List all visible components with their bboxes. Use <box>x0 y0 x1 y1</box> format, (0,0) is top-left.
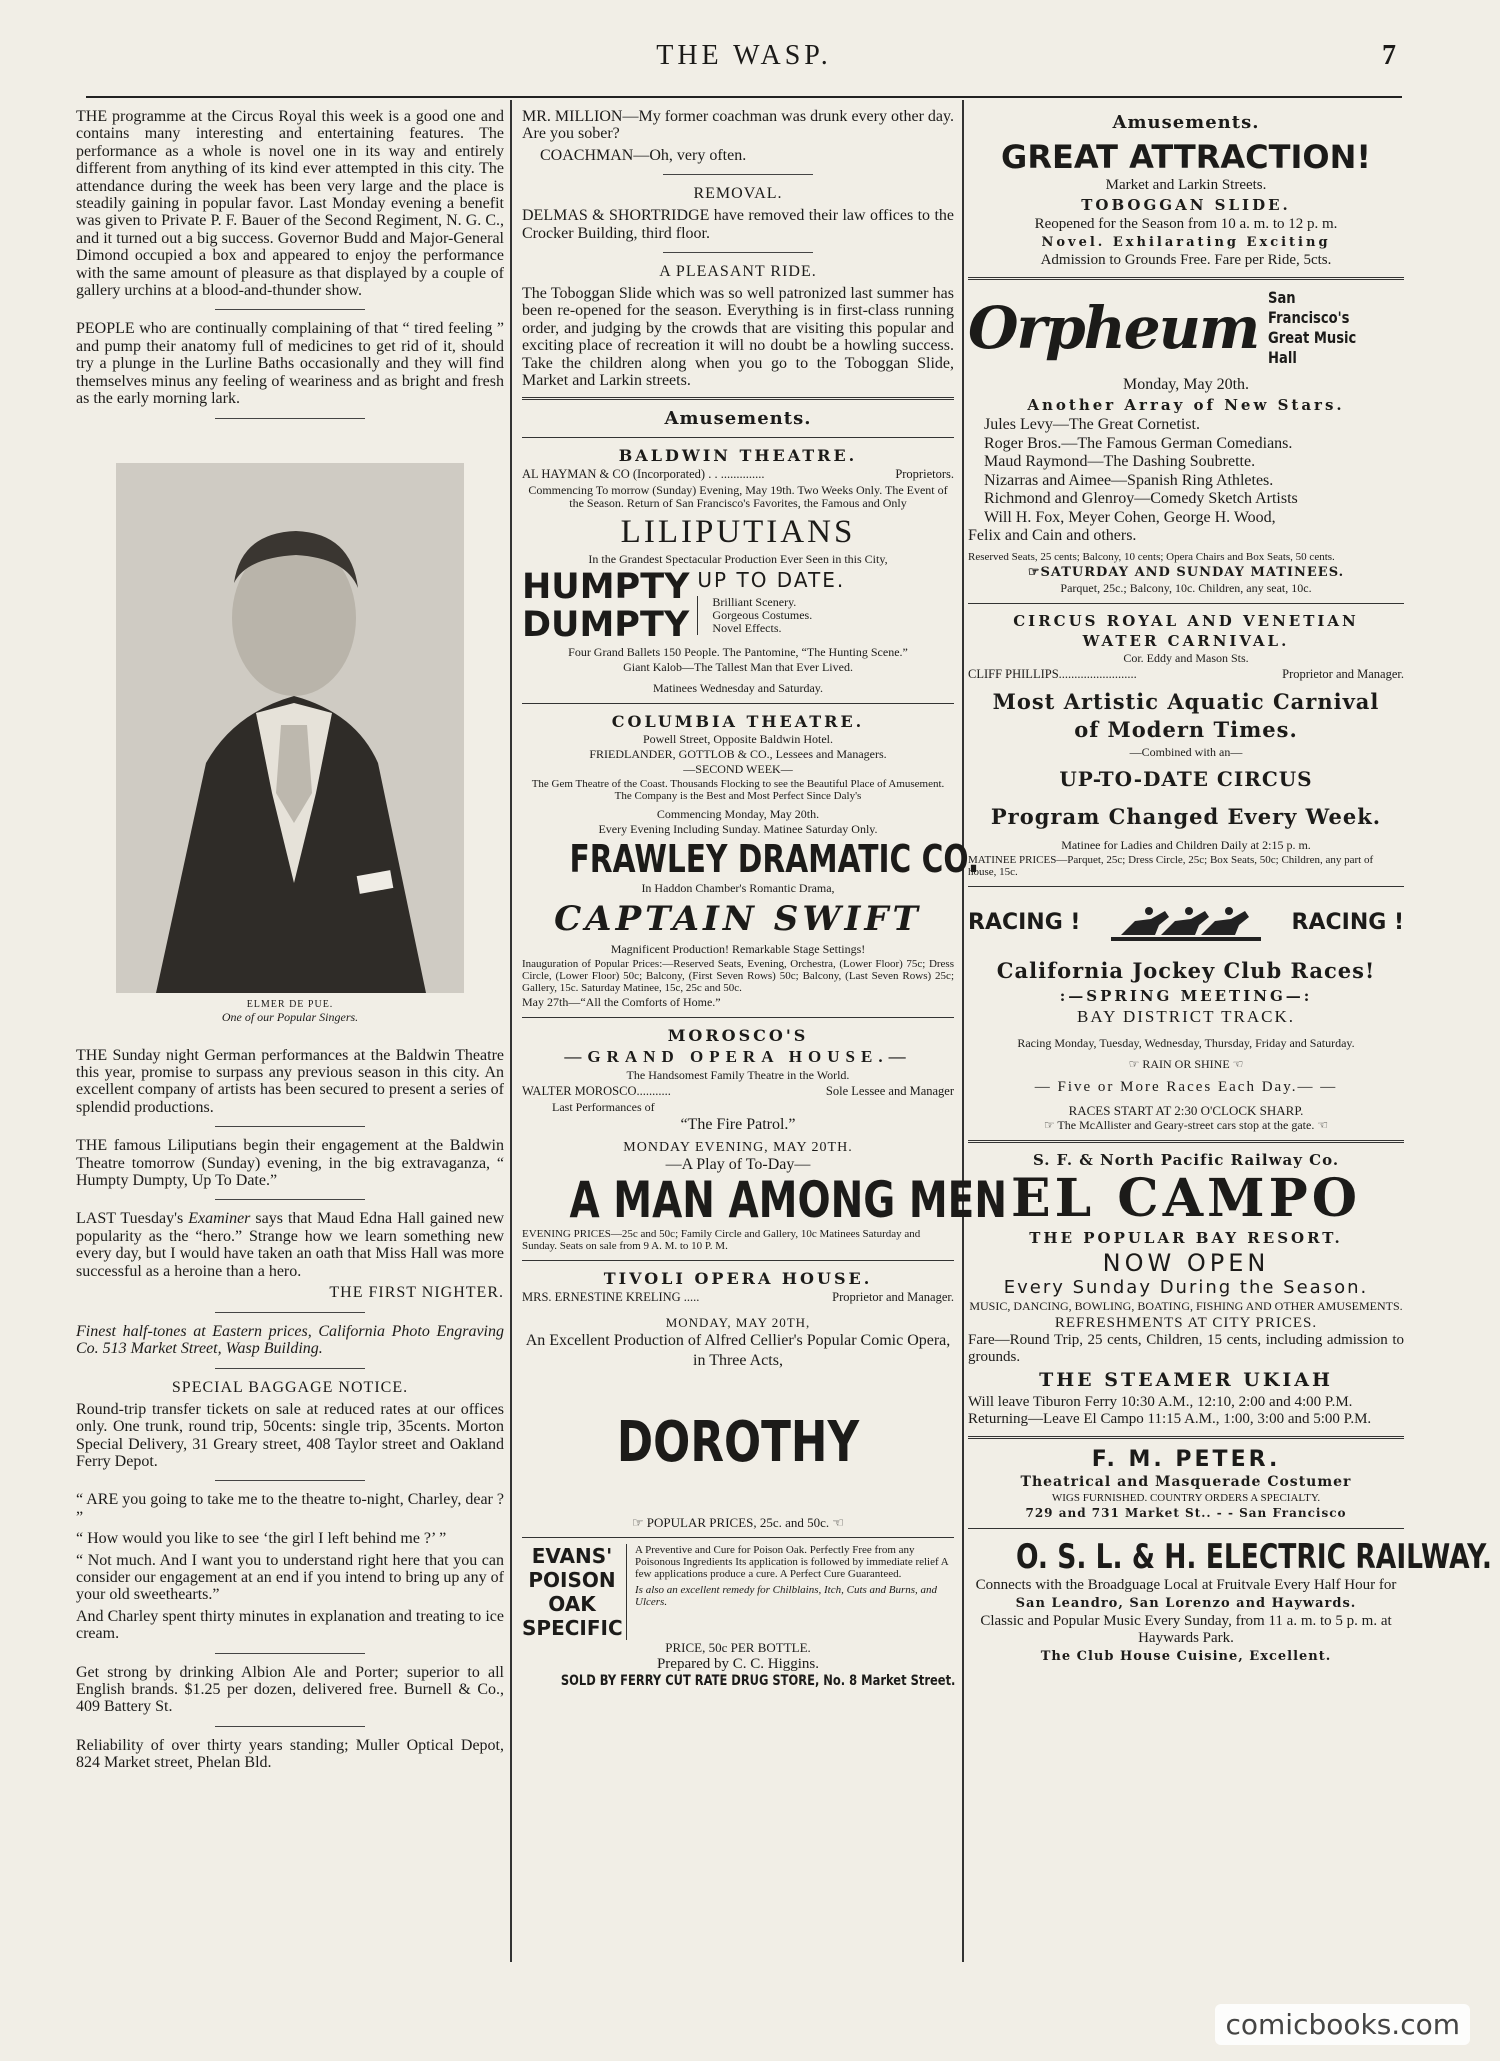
specific-word: SPECIFIC <box>522 1616 623 1641</box>
divider <box>663 252 813 253</box>
examiner-text-b: says that Maud Edna Hall gained new popularity as the “hero.” Strange how we learn something new every day, but I would have taken an oath that Miss Hall was more successful as a heroine than a hero. <box>76 1210 505 1280</box>
club-house: The Club House Cuisine, Excellent. <box>1040 1649 1332 1664</box>
removal-heading: REMOVAL. <box>693 185 783 203</box>
orpheum-seats: Reserved Seats, 25 cents; Balcony, 10 cents; Opera Chairs and Box Seats, 50 cents. <box>968 551 1335 563</box>
second-week: —SECOND WEEK— <box>683 762 793 777</box>
eddy-mason: Cor. Eddy and Mason Sts. <box>1123 651 1249 665</box>
portrait-caption: One of our Popular Singers. <box>221 1009 359 1024</box>
four-ballets: Four Grand Ballets 150 People. The Pantomine, “The Hunting Scene.” <box>568 645 908 660</box>
captain-swift-title: CAPTAIN SWIFT <box>554 899 922 940</box>
returning-el-campo: Returning—Leave El Campo 11:15 A.M., 1:00, 3:00 and 5:00 P.M. <box>968 1411 1372 1427</box>
man-among-men-title: A MAN AMONG MEN <box>569 1171 1007 1230</box>
divider <box>215 1126 365 1127</box>
orpheum-parquet: Parquet, 25c.; Balcony, 10c. Children, any seat, 10c. <box>1060 581 1312 595</box>
steamer-ukiah: THE STEAMER UKIAH <box>1039 1369 1333 1391</box>
gem-theatre: The Gem Theatre of the Coast. Thousands Flocking to see the Beautiful Place of Amusement. The Company is the Best and Most Perfect Since Daly's <box>531 778 945 803</box>
effects-line: Novel Effects. <box>712 621 782 636</box>
scenery-line: Brilliant Scenery. <box>712 595 797 610</box>
baldwin-proprietors <box>522 467 954 482</box>
haddon-drama: In Haddon Chamber's Romantic Drama, <box>641 881 835 896</box>
prepared-by: Prepared by C. C. Higgins. <box>656 1656 820 1673</box>
popular-bay-resort: THE POPULAR BAY RESORT. <box>1029 1229 1343 1247</box>
monday-may: MONDAY, MAY 20TH, <box>665 1315 811 1331</box>
portrait-illustration <box>116 463 464 993</box>
popular-prices-list: Inauguration of Popular Prices:—Reserved Seats, Evening, Orchestra, (Lower Floor) 75c; Dress Circle, (Lower Floor) 50c; Balcony, (First Seven Rows) 50c; Balcony, (Last Seven Rows) 25c; Gallery, 15c. Saturday Matinee, 15c, 25c and 50c. <box>522 958 954 995</box>
every-evening: Every Evening Including Sunday. Matinee Saturday Only. <box>598 822 878 837</box>
baldwin-prop-role: Proprietors. <box>895 467 954 482</box>
humpty-word: HUMPTY <box>522 567 690 608</box>
another-array: Another Array of New Stars. <box>1027 396 1345 414</box>
left-column <box>76 108 504 1958</box>
divider <box>968 603 1404 604</box>
lurline-baths-paragraph: PEOPLE who are continually complaining of that “ tired feeling ” and pump their anatomy full of medicines to get rid of it, should try a plunge in the Lurline Baths occasionally and they will find themselves minus any feeling of weariness and as bright and fresh as the early morning lark. <box>76 320 504 408</box>
frawley-dramatic-title: FRAWLEY DRAMATIC CO. <box>569 837 980 882</box>
morosco-title: MOROSCO'S <box>667 1026 809 1046</box>
humpty-dumpty-title <box>522 568 689 644</box>
handsomest-theatre: The Handsomest Family Theatre in the World. <box>626 1068 850 1083</box>
cellier-opera: An Excellent Production of Alfred Cellier's Popular Comic Opera, in Three Acts, <box>525 1332 951 1370</box>
fire-patrol: “The Fire Patrol.” <box>680 1116 796 1134</box>
orpheum-stars <box>968 416 1404 527</box>
column-rule-2 <box>962 100 964 1962</box>
matinee-ladies: Matinee for Ladies and Children Daily at 2:15 p. m. <box>1061 838 1311 852</box>
up-to-date-label: UP TO DATE. <box>697 568 846 593</box>
running-head: THE WASP. <box>656 40 832 71</box>
fm-peter-title: F. M. PETER. <box>1091 1447 1281 1472</box>
baggage-heading: SPECIAL BAGGAGE NOTICE. <box>171 1378 409 1396</box>
refreshments: REFRESHMENTS AT CITY PRICES. <box>1054 1315 1318 1331</box>
kreling-name: MRS. ERNESTINE KRELING ..... <box>522 1290 700 1305</box>
popular-prices: ☞ POPULAR PRICES, 25c. and 50c. ☜ <box>631 1515 845 1531</box>
mcallister-cars: ☞ The McAllister and Geary-street cars stop at the gate. ☜ <box>1043 1118 1329 1132</box>
walter-role: Sole Lessee and Manager <box>825 1084 954 1099</box>
orpheum-header <box>968 288 1404 368</box>
music-amusements: MUSIC, DANCING, BOWLING, BOATING, FISHING AND OTHER AMUSEMENTS. <box>969 1299 1403 1313</box>
divider <box>215 1480 365 1481</box>
cliff-name: CLIFF PHILLIPS......................... <box>968 667 1137 681</box>
divider <box>522 1017 954 1018</box>
classic-music: Classic and Popular Music Every Sunday, from 11 a. m. to 5 p. m. at Haywards Park. <box>980 1613 1392 1646</box>
matinee-prices: MATINEE PRICES—Parquet, 25c; Dress Circle, 25c; Box Seats, 50c; Children, any part of house, 15c. <box>968 854 1374 878</box>
divider <box>663 174 813 175</box>
liliputians-paragraph: THE famous Liliputians begin their engagement at the Baldwin Theatre tomorrow (Sunday) evening, in the big extravaganza, “ Humpty Dumpty, Up To Date.” <box>76 1137 504 1189</box>
mr-million-joke: MR. MILLION—My former coachman was drunk every other day. Are you sober? <box>522 108 954 143</box>
great-attraction-title: GREAT ATTRACTION! <box>1001 138 1371 176</box>
wigs-furnished: WIGS FURNISHED. COUNTRY ORDERS A SPECIALTY. <box>1051 1492 1321 1504</box>
commencing-monday: Commencing Monday, May 20th. <box>656 807 820 822</box>
page-number: 7 <box>1382 40 1396 71</box>
albion-ale-ad: Get strong by drinking Albion Ale and Porter; superior to all English brands. $1.25 per dozen, delivered free. Burnell & Co., 409 Battery St. <box>76 1663 504 1716</box>
water-carnival-title: WATER CARNIVAL. <box>1082 632 1290 650</box>
circus-royal-paragraph: THE programme at the Circus Royal this week is a good one and contains many interesting and entertaining features. The performance as a whole is novel one in its way and entirely different from anything of its kind ever attempted in this city. The attendance during the week has been very large and the place is steadily gaining in popular favor. Last Monday evening a benefit was given to Private P. F. Bauer of the Second Regiment, N. G. C., and it turned out a big success. Governor Budd and Major-General Dimond occupied a box and appeared to enjoy the performance with the same amount of pleasure as that displayed by a couple of gallery urchins at a blood-and-thunder show. <box>76 108 504 300</box>
coachman-reply: COACHMAN—Oh, very often. <box>540 146 747 164</box>
columbia-lessees: FRIEDLANDER, GOTTLOB & CO., Lessees and Managers. <box>589 747 887 762</box>
kreling-line <box>522 1290 954 1305</box>
first-nighter-signature: THE FIRST NIGHTER. <box>329 1283 504 1301</box>
star-item: Will H. Fox, Meyer Cohen, George H. Wood, <box>984 508 1276 526</box>
star-item: Maud Raymond—The Dashing Soubrette. <box>984 453 1256 470</box>
divider <box>968 1528 1404 1529</box>
divider <box>215 1199 365 1200</box>
circus-royal-title: CIRCUS ROYAL AND VENETIAN <box>1013 612 1359 630</box>
up-to-date-circus: UP-TO-DATE CIRCUS <box>1059 767 1313 791</box>
evans-price: PRICE, 50c PER BOTTLE. <box>665 1640 811 1656</box>
tivoli-title: TIVOLI OPERA HOUSE. <box>603 1269 873 1289</box>
divider <box>522 1260 954 1261</box>
watermark-logo: comicbooks.com <box>1215 2004 1470 2045</box>
pleasant-ride-heading: A PLEASANT RIDE. <box>659 263 817 281</box>
columbia-theatre-title: COLUMBIA THEATRE. <box>611 712 865 732</box>
may-27-show: May 27th—“All the Comforts of Home.” <box>522 995 721 1010</box>
amusements-heading: Amusements. <box>664 408 812 430</box>
joke-line-2: “ How would you like to see ‘the girl I left behind me ?’ ” <box>76 1530 447 1548</box>
el-campo-title: EL CAMPO <box>1011 1168 1361 1229</box>
orpheum-date: Monday, May 20th. <box>1122 376 1250 393</box>
costumes-line: Gorgeous Costumes. <box>712 608 813 623</box>
divider <box>215 309 365 310</box>
evans-description <box>627 1544 954 1640</box>
races-start: RACES START AT 2:30 O'CLOCK SHARP. <box>1068 1103 1304 1118</box>
baldwin-matinees: Matinees Wednesday and Saturday. <box>653 681 823 696</box>
evans-word: EVANS' <box>531 1544 613 1569</box>
racing-header <box>968 897 1404 947</box>
column-rule-1 <box>510 100 512 1962</box>
saturday-matinees: ☞SATURDAY AND SUNDAY MATINEES. <box>1027 565 1345 580</box>
divider <box>215 1312 365 1313</box>
bay-district-track: BAY DISTRICT TRACK. <box>1077 1007 1295 1026</box>
divider <box>215 418 365 419</box>
liliputians-title: LILIPUTIANS <box>620 514 856 551</box>
sold-by: SOLD BY FERRY CUT RATE DRUG STORE, No. 8 Market Street. <box>560 1673 956 1690</box>
divider <box>215 1653 365 1654</box>
now-open: NOW OPEN <box>1102 1249 1270 1277</box>
scenery-list <box>697 596 845 635</box>
portrait-photo <box>116 463 464 993</box>
racing-word-right: RACING ! <box>1291 909 1404 935</box>
monday-evening: MONDAY EVENING, MAY 20TH. <box>623 1140 853 1156</box>
portrait-caption-name: ELMER DE PUE. <box>246 998 334 1010</box>
joke-line-3: “ Not much. And I want you to understand right here that you can consider our engagement at an end if you intend to bring up any of your old sweethearts.” <box>76 1551 504 1604</box>
rain-or-shine: ☞ RAIN OR SHINE ☜ <box>1128 1057 1244 1071</box>
racing-word-left: RACING ! <box>968 909 1081 935</box>
baldwin-theatre-title: BALDWIN THEATRE. <box>618 446 858 466</box>
kreling-role: Proprietor and Manager. <box>832 1290 954 1305</box>
orpheum-logo: Orpheum <box>968 294 1259 362</box>
evans-title <box>522 1544 627 1640</box>
combined-with: —Combined with an— <box>1129 745 1243 759</box>
magnificent-production: Magnificent Production! Remarkable Stage Settings! <box>610 942 866 957</box>
humpty-side <box>697 568 845 635</box>
market-larkin: Market and Larkin Streets. <box>1105 177 1267 193</box>
orpheum-tagline-1: San Francisco's <box>1268 288 1350 327</box>
evans-desc-text: A Preventive and Cure for Poison Oak. Perfectly Free from any Poisonous Ingredients Its application is followed by immediate relief A few applications produce a cure. A Perfect Cure Guaranteed. <box>635 1544 949 1581</box>
leave-tiburon: Will leave Tiburon Ferry 10:30 A.M., 12:10, 2:00 and 4:00 P.M. <box>968 1394 1353 1410</box>
baldwin-prop-name: AL HAYMAN & CO (Incorporated) . . .............. <box>522 467 765 482</box>
german-performances-paragraph: THE Sunday night German performances at the Baldwin Theatre this year, promise to surpass any previous season in this city. An excellent company of artists has been secured to present a series of splendid productions. <box>76 1046 504 1116</box>
felix-cain: Felix and Cain and others. <box>968 527 1137 544</box>
star-item: Roger Bros.—The Famous German Comedians. <box>984 434 1293 452</box>
sf-north-pacific: S. F. & North Pacific Railway Co. <box>1032 1151 1340 1169</box>
orpheum-tagline <box>1268 288 1379 368</box>
amusements-heading-right: Amusements. <box>1112 112 1260 133</box>
divider <box>215 1726 365 1727</box>
baldwin-commencing: Commencing To morrow (Sunday) Evening, May 19th. Two Weeks Only. The Event of the Season. Return of San Francisco's Favorites, the Famous and Only <box>528 483 948 511</box>
examiner-text-a: LAST Tuesday's <box>76 1210 189 1228</box>
toboggan-slide: TOBOGGAN SLIDE. <box>1081 196 1291 214</box>
oak-word: OAK <box>548 1592 596 1617</box>
columbia-address: Powell Street, Opposite Baldwin Hotel. <box>643 732 833 747</box>
cliff-role: Proprietor and Manager. <box>1282 667 1404 681</box>
star-item: Nizarras and Aimee—Spanish Ring Athletes. <box>984 471 1274 489</box>
orpheum-tagline-2: Great Music Hall <box>1268 328 1357 367</box>
joke-line-4: And Charley spent thirty minutes in explanation and treating to ice cream. <box>76 1607 504 1643</box>
horse-race-icon <box>1111 897 1261 947</box>
costumer-line: Theatrical and Masquerade Costumer <box>1020 1474 1352 1490</box>
divider <box>522 397 954 400</box>
osl-electric-railway: O. S. L. & H. ELECTRIC RAILWAY. <box>1015 1537 1492 1577</box>
right-column <box>968 108 1492 1958</box>
divider <box>968 1436 1404 1439</box>
joke-line-1: “ ARE you going to take me to the theatre to-night, Charley, dear ? ” <box>76 1491 504 1526</box>
five-races: — Five or More Races Each Day.— — <box>1034 1079 1338 1095</box>
evans-italic-text: Is also an excellent remedy for Chilblains, Itch, Cuts and Burns, and Ulcers. <box>635 1584 938 1609</box>
divider <box>968 277 1404 280</box>
last-performances: Last Performances of <box>552 1100 655 1115</box>
cliff-phillips-line <box>968 667 1404 682</box>
play-of-today: —A Play of To-Day— <box>665 1156 811 1174</box>
evening-prices: EVENING PRICES—25c and 50c; Family Circle and Gallery, 10c Matinees Saturday and Sunday. Seats on sale from 9 A. M. to 10 P. M. <box>522 1228 921 1253</box>
grand-opera-house-title: —GRAND OPERA HOUSE.— <box>564 1047 912 1067</box>
poison-word: POISON <box>528 1568 616 1593</box>
humpty-dumpty-block <box>522 568 954 644</box>
spring-meeting: :—SPRING MEETING—: <box>1059 987 1313 1005</box>
removal-paragraph: DELMAS & SHORTRIDGE have removed their law offices to the Crocker Building, third floor. <box>522 207 954 242</box>
most-artistic: Most Artistic Aquatic Carnival <box>992 689 1380 714</box>
market-street-address: 729 and 731 Market St.. - - San Francisco <box>1025 1506 1347 1520</box>
modern-times: of Modern Times. <box>1074 717 1298 742</box>
divider <box>522 437 954 438</box>
pleasant-ride-paragraph: The Toboggan Slide which was so well patronized last summer has been re-opened for the season. Everything is in first-class running order, and judging by the crowds that are visiting this popular and exciting place of recreation it will no doubt be a howling success. Take the children along when you go to the Toboggan Slide, Market and Larkin streets. <box>522 285 954 390</box>
walter-morosco-line <box>522 1084 954 1099</box>
middle-column <box>522 108 1007 1958</box>
muller-optical-ad: Reliability of over thirty years standing; Muller Optical Depot, 824 Market street, Phelan Bld. <box>76 1736 504 1772</box>
halftones-ad: Finest half-tones at Eastern prices, California Photo Engraving Co. 513 Market Street, Wasp Building. <box>76 1322 504 1358</box>
star-item: Richmond and Glenroy—Comedy Sketch Artists <box>984 490 1298 507</box>
racing-days: Racing Monday, Tuesday, Wednesday, Thursday, Friday and Saturday. <box>1017 1036 1355 1050</box>
grandest-production: In the Grandest Spectacular Production Ever Seen in this City, <box>588 552 888 567</box>
dumpty-word: DUMPTY <box>522 605 690 646</box>
page-header <box>86 40 1402 98</box>
broadguage-local: Connects with the Broadguage Local at Fruitvale Every Half Hour for <box>975 1577 1397 1593</box>
dorothy-title: DOROTHY <box>616 1410 860 1476</box>
california-jockey-club: California Jockey Club Races! <box>996 958 1376 983</box>
examiner-italic: Examiner <box>188 1210 251 1228</box>
walter-name: WALTER MOROSCO........... <box>522 1084 671 1099</box>
star-item: Jules Levy—The Great Cornetist. <box>984 416 1200 433</box>
fare-info: Fare—Round Trip, 25 cents, Children, 15 cents, including admission to grounds. <box>968 1332 1404 1365</box>
admission: Admission to Grounds Free. Fare per Ride, 5cts. <box>1040 252 1332 268</box>
san-leandro: San Leandro, San Lorenzo and Haywards. <box>1015 1596 1357 1611</box>
divider <box>522 703 954 704</box>
examiner-paragraph <box>76 1210 504 1280</box>
divider <box>968 1140 1404 1143</box>
every-sunday: Every Sunday During the Season. <box>1003 1277 1369 1298</box>
novel-exhilarating: Novel. Exhilarating Exciting <box>1041 235 1331 250</box>
baggage-paragraph: Round-trip transfer tickets on sale at reduced rates at our offices only. One trunk, round trip, 50cents: single trip, 35cents. Morton Special Delivery, 31 Greary street, 408 Taylor street and Oakland Ferry Depot. <box>76 1400 504 1470</box>
program-changed: Program Changed Every Week. <box>990 804 1382 829</box>
giant-kalob: Giant Kalob—The Tallest Man that Ever Lived. <box>623 660 853 675</box>
reopened: Reopened for the Season from 10 a. m. to 12 p. m. <box>1034 216 1338 232</box>
evans-poison-oak-ad <box>522 1537 954 1640</box>
divider <box>215 1368 365 1369</box>
divider <box>968 886 1404 887</box>
